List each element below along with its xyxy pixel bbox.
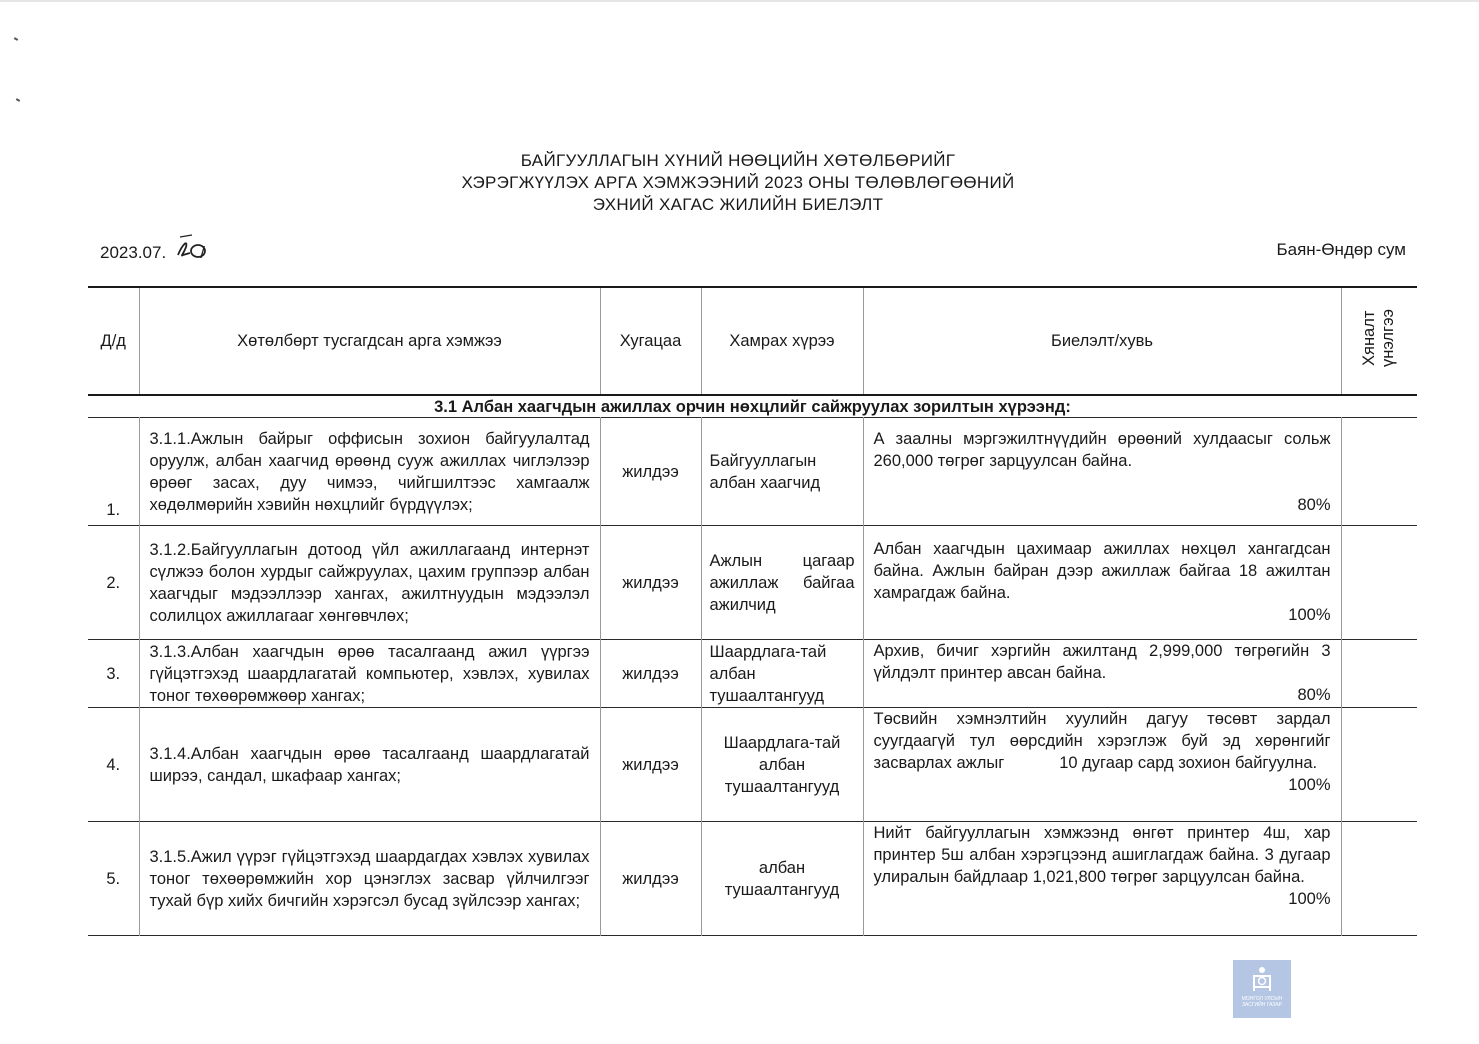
table-row bbox=[88, 526, 1417, 640]
row-number: 3. bbox=[88, 640, 139, 708]
row-deadline: жилдээ bbox=[600, 708, 701, 822]
result-percent: 80% bbox=[1297, 496, 1331, 514]
result-percent: 100% bbox=[1288, 606, 1331, 624]
row-control bbox=[1341, 418, 1417, 526]
table-row bbox=[88, 822, 1417, 936]
row-activity: 3.1.1.Ажлын байрыг оффисын зохион байгуулалтад оруулж, албан хаагчид өрөөнд сууж ажиллах чиглэлээр өрөөг засах, дуу чимээ, чийгшилтээс хамгаалж хөдөлмөрийн хэвийн нөхцлийг бүрдүүлэх; bbox=[139, 418, 600, 526]
emblem-line: ЗАСГИЙН ГАЗАР bbox=[1241, 1002, 1283, 1008]
header-result: Биелэлт/хувь bbox=[863, 287, 1341, 395]
row-control bbox=[1341, 526, 1417, 640]
row-number: 1. bbox=[88, 418, 139, 526]
row-number: 2. bbox=[88, 526, 139, 640]
row-result bbox=[863, 822, 1341, 936]
row-deadline: жилдээ bbox=[600, 640, 701, 708]
result-percent: 100% bbox=[1288, 776, 1331, 794]
result-percent: 80% bbox=[1297, 686, 1331, 704]
row-activity: 3.1.3.Албан хаагчдын өрөө тасалгаанд ажил үүргээ гүйцэтгэхэд шаардлагатай компьютер, хэвлэх, хувилах тоног төхөөрөмжөөр хангах; bbox=[139, 640, 600, 708]
title-line: БАЙГУУЛЛАГЫН ХҮНИЙ НӨӨЦИЙН ХӨТӨЛБӨРИЙГ bbox=[520, 151, 956, 170]
row-result bbox=[863, 418, 1341, 526]
header-control-label: Хяналт үнэлгээ bbox=[1360, 309, 1398, 367]
row-number: 4. bbox=[88, 708, 139, 822]
result-text: А заалны мэргэжилтнүүдийн өрөөний хулдаасыг сольж 260,000 төгрөг зарцуулсан байна. bbox=[873, 430, 1331, 470]
plan-table bbox=[88, 286, 1417, 936]
row-deadline: жилдээ bbox=[600, 822, 701, 936]
table-row bbox=[88, 640, 1417, 708]
scan-speck bbox=[14, 37, 18, 41]
date-text: 2023.07. bbox=[100, 243, 167, 262]
result-text: Төсвийн хэмнэлтийн хуулийн дагуу төсөвт зардал суугдаагүй тул өөрсдийн хэрэглэж буй эд хөрөнгийг засварлах ажлыг 10 дугаар сард зохион байгуулна. bbox=[873, 710, 1336, 772]
row-deadline: жилдээ bbox=[600, 418, 701, 526]
title-line: ЭХНИЙ ХАГАС ЖИЛИЙН БИЕЛЭЛТ bbox=[592, 195, 884, 214]
row-deadline: жилдээ bbox=[600, 526, 701, 640]
row-activity: 3.1.5.Ажил үүрэг гүйцэтгэхэд шаардагдах хэвлэх хувилах тоног төхөөрөмжийн хор цэнэглэх засвар үйлчилгээг тухай бүр хийх бичгийн хэрэгсэл бусад зүйлсээр хангах; bbox=[139, 822, 600, 936]
title-line: ХЭРЭГЖҮҮЛЭХ АРГА ХЭМЖЭЭНИЙ 2023 ОНЫ ТӨЛӨВЛӨГӨӨНИЙ bbox=[461, 173, 1015, 192]
result-percent: 100% bbox=[1288, 890, 1331, 908]
header-deadline: Хугацаа bbox=[600, 287, 701, 395]
row-control bbox=[1341, 822, 1417, 936]
row-coverage: Ажлын цагаар ажиллаж байгаа ажилчид bbox=[701, 526, 863, 640]
section-row bbox=[88, 395, 1417, 418]
date-suffix: / bbox=[200, 243, 205, 262]
row-result bbox=[863, 708, 1341, 822]
handwritten-day-signature bbox=[174, 233, 210, 261]
row-activity: 3.1.2.Байгууллагын дотоод үйл ажиллагаанд интернэт сүлжээ болон хурдыг сайжруулах, цахим группээр албан хаагчдыг мэдээллээр хангах, ажилтнуудын мэдээлэл солилцох ажиллагааг хөнгөвчлөх; bbox=[139, 526, 600, 640]
row-result bbox=[863, 640, 1341, 708]
table-row bbox=[88, 708, 1417, 822]
government-emblem bbox=[1233, 960, 1291, 1018]
table-row bbox=[88, 418, 1417, 526]
header-coverage: Хамрах хүрээ bbox=[701, 287, 863, 395]
location: Баян-Өндөр сум bbox=[1276, 240, 1406, 259]
result-text: Албан хаагчдын цахимаар ажиллах нөхцөл хангагдсан байна. Ажлын байран дээр ажиллаж байгаа 18 ажилтан хамрагдаж байна. bbox=[873, 540, 1331, 602]
emblem-line: МОНГОЛ УЛСЫН bbox=[1241, 996, 1283, 1002]
page-top-edge bbox=[0, 0, 1479, 2]
section-title: 3.1 Албан хаагчдын ажиллах орчин нөхцлийг сайжруулах зорилтын хүрээнд: bbox=[88, 395, 1417, 418]
row-activity: 3.1.4.Албан хаагчдын өрөө тасалгаанд шаардлагатай ширээ, сандал, шкафаар хангах; bbox=[139, 708, 600, 822]
scan-speck bbox=[16, 98, 20, 102]
table-header-row bbox=[88, 287, 1417, 395]
row-control bbox=[1341, 708, 1417, 822]
row-control bbox=[1341, 640, 1417, 708]
header-num: Д/д bbox=[88, 287, 139, 395]
row-coverage: Шаардлага-тай албан тушаалтангууд bbox=[701, 708, 863, 822]
row-number: 5. bbox=[88, 822, 139, 936]
document-title bbox=[400, 150, 1076, 216]
result-text: Нийт байгууллагын хэмжээнд өнгөт принтер 4ш, хар принтер 5ш албан хэрэгцээнд ашиглагдаж байна. 3 дугаар улиралын байдлаар 1,021,800 төгрөг зарцуулсан байна. bbox=[873, 824, 1331, 886]
soyombo-icon bbox=[1252, 966, 1272, 994]
row-coverage: албан тушаалтангууд bbox=[701, 822, 863, 936]
row-coverage: Байгууллагын албан хаагчид bbox=[701, 418, 863, 526]
row-coverage: Шаардлага-тай албан тушаалтангууд bbox=[701, 640, 863, 708]
row-result bbox=[863, 526, 1341, 640]
result-text: Архив, бичиг хэргийн ажилтанд 2,999,000 төгрөгийн 3 үйлдэлт принтер авсан байна. bbox=[873, 642, 1331, 682]
header-activity: Хөтөлбөрт тусгагдсан арга хэмжээ bbox=[139, 287, 600, 395]
header-control bbox=[1341, 287, 1417, 395]
